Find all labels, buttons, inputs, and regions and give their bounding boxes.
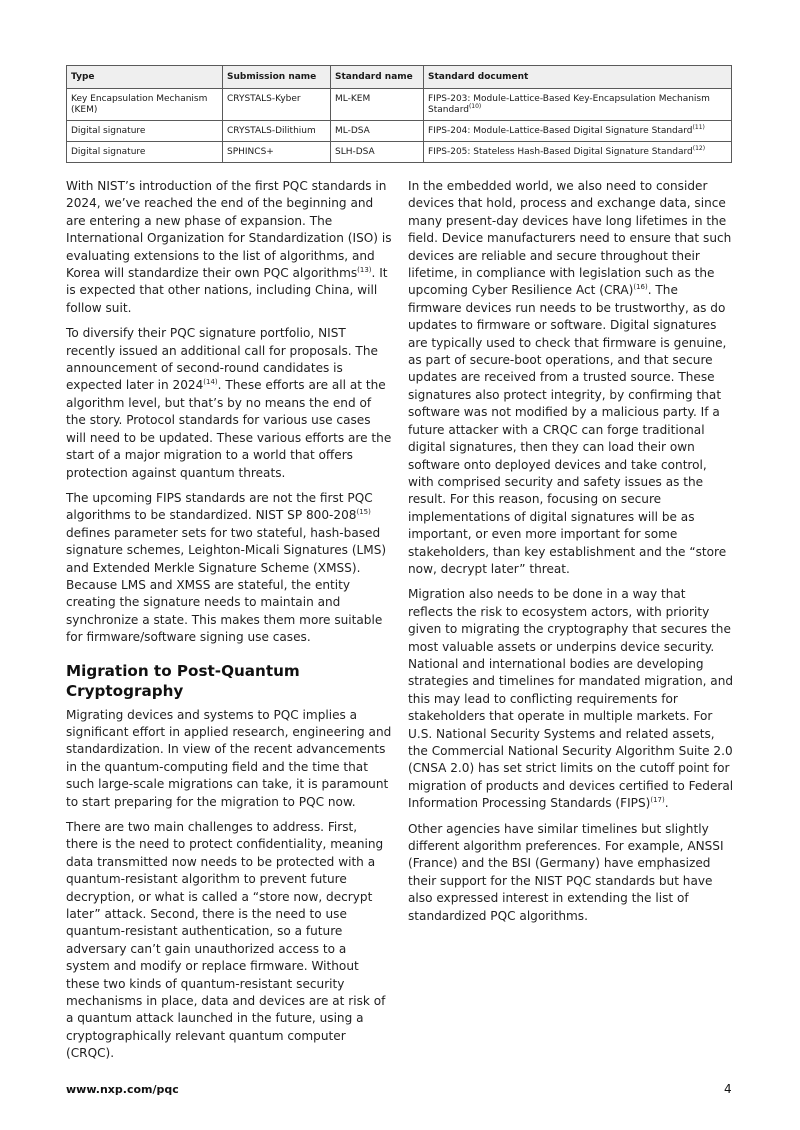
cell-document <box>424 142 732 163</box>
table-row <box>67 142 732 163</box>
cell-standard: ML-KEM <box>331 89 424 121</box>
header-submission-name: Submission name <box>223 66 331 89</box>
paragraph-text: defines parameter sets for two stateful, hash-based signature schemes, Leighton-Micali Signatures (LMS) and Extended Merkle Signature Scheme (XMSS). Because LMS and XMSS are stateful, the entity creating the signature needs to maintain and synchronize a state. This makes them more suitable for firmware/software signing use cases. <box>66 525 387 645</box>
cell-document <box>424 121 732 142</box>
header-standard-name: Standard name <box>331 66 424 89</box>
header-standard-document: Standard document <box>424 66 732 89</box>
reference-marker: (17) <box>650 796 665 805</box>
reference-marker: (15) <box>356 508 371 517</box>
reference-marker: (13) <box>357 266 372 274</box>
cell-type: Digital signature <box>67 121 223 142</box>
document-text: FIPS-203: Module-Lattice-Based Key-Encapsulation Mechanism Standard <box>428 94 710 115</box>
table-header-row <box>67 66 732 89</box>
cell-submission: CRYSTALS-Dilithium <box>223 121 331 142</box>
paragraph-text: In the embedded world, we also need to consider devices that hold, process and exchange data, since many present-day devices have long lifetimes in the field. Device manufacturers need to ensure that such devices are reliable and secure throughout their lifetime, in compliance with legislation such as the upcoming Cyber Resilience Act (CRA) <box>408 179 732 298</box>
paragraph: Migrating devices and systems to PQC implies a significant effort in applied research, engineering and standardization. In view of the recent advancements in the quantum-computing field and the time that such large-scale migrations can take, it is paramount to start preparing for the migration to PQC now. <box>66 707 392 809</box>
header-type: Type <box>67 66 223 89</box>
reference-marker: (10) <box>468 103 482 110</box>
cell-type: Key Encapsulation Mechanism (KEM) <box>67 89 223 121</box>
cell-submission: CRYSTALS-Kyber <box>223 89 331 121</box>
paragraph <box>408 586 734 812</box>
paragraph-text: To diversify their PQC signature portfolio, NIST recently issued an additional call for proposals. The announcement of second-round candidates is expected later in 2024 <box>66 326 378 393</box>
pqc-standards-table <box>66 65 732 163</box>
cell-standard: SLH-DSA <box>331 142 424 163</box>
document-text: FIPS-204: Module-Lattice-Based Digital Signature Standard <box>428 126 693 136</box>
page-number: 4 <box>724 1082 732 1096</box>
paragraph-text: The upcoming FIPS standards are not the first PQC algorithms to be standardized. NIST SP 800-208 <box>66 490 373 523</box>
paragraph-text: With NIST’s introduction of the first PQC standards in 2024, we’ve reached the end of the beginning and are entering a new phase of expansion. The International Organization for Standardization (ISO) is evaluating extensions to the list of algorithms, and Korea will standardize their own PQC algorithms <box>66 179 392 281</box>
cell-type: Digital signature <box>67 142 223 163</box>
paragraph <box>66 325 392 482</box>
paragraph-text: . It is expected that other nations, including China, will follow suit. <box>66 266 388 315</box>
cell-submission: SPHINCS+ <box>223 142 331 163</box>
paragraph-text: Migration also needs to be done in a way that reflects the risk to ecosystem actors, with priority given to migrating the cryptography that secures the most valuable assets or underpins device security. National and international bodies are developing strategies and timelines for mandated migration, and this may lead to conflicting requirements for stakeholders that operate in multiple markets. For U.S. National Security Systems and related assets, the Commercial National Security Algorithm Suite 2.0 (CNSA 2.0) has set strict limits on the cutoff point for migration of products and devices certified to Federal Information Processing Standards (FIPS) <box>408 587 734 811</box>
paragraph <box>408 178 734 578</box>
reference-marker: (11) <box>692 124 705 131</box>
reference-marker: (16) <box>633 283 648 292</box>
paragraph <box>66 178 392 317</box>
reference-marker: (14) <box>203 378 218 387</box>
reference-marker: (12) <box>692 145 706 152</box>
left-column <box>66 178 392 1071</box>
paragraph: Other agencies have similar timelines but slightly different algorithm preferences. For example, ANSSI (France) and the BSI (Germany) have emphasized their support for the NIST PQC standards but have also expressed interest in extending the list of standardized PQC algorithms. <box>408 821 724 923</box>
website-link[interactable]: www.nxp.com/pqc <box>66 1083 179 1096</box>
paragraph-text: . The firmware devices run needs to be trustworthy, as do updates to firmware or software. Digital signatures are typically used to check that firmware is genuine, as part of secure-boot operations, and that secure updates are received from a trusted source. These signatures also protect integrity, by confirming that software was not modified by a malicious party. If a future attacker with a CRQC can forge traditional digital signatures, then they can load their own software onto deployed devices and take control, with comprised security and safety issues as the result. For this reason, focusing on secure implementations of digital signatures will be as important, or even more important for some stakeholders, than key establishment and the “store now, decrypt later” threat. <box>408 283 727 576</box>
table-row <box>67 89 732 121</box>
paragraph-text: . <box>664 796 669 811</box>
paragraph <box>66 490 392 647</box>
paragraph-text: . These efforts are all at the algorithm level, but that’s by no means the end of the story. Protocol standards for various use cases will need to be updated. These various efforts are the start of a major migration to a world that offers protection against quantum threats. <box>66 378 392 480</box>
cell-document <box>424 89 732 121</box>
table-row <box>67 121 732 142</box>
document-text: FIPS-205: Stateless Hash-Based Digital Signature Standard <box>428 147 693 157</box>
paragraph: There are two main challenges to address. First, there is the need to protect confidentiality, meaning data transmitted now needs to be protected with a quantum-resistant algorithm to prevent future decryption, or what is called a “store now, decrypt later” attack. Second, there is the need to use quantum-resistant authentication, so a future adversary can’t gain unauthorized access to a system and modify or replace firmware. Without these two kinds of quantum-resistant security mechanisms in place, data and devices are at risk of a quantum attack launched in the future, using a cryptographically relevant quantum computer (CRQC). <box>66 820 386 1061</box>
right-column <box>408 178 734 933</box>
section-heading: Migration to Post-Quantum Cryptography <box>66 661 300 700</box>
footer-url <box>66 1083 179 1096</box>
cell-standard: ML-DSA <box>331 121 424 142</box>
